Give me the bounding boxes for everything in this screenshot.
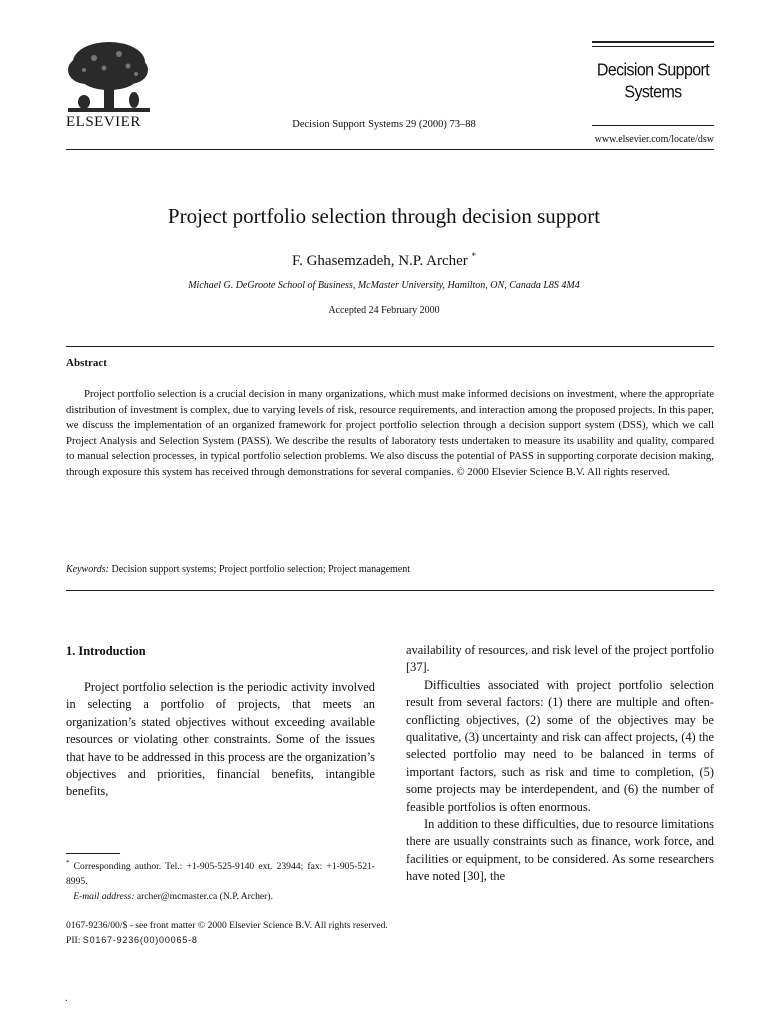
footnote-email (66, 889, 375, 904)
footnote (66, 856, 375, 904)
section-heading: 1. Introduction (66, 644, 146, 658)
paragraph: Project portfolio selection is the periodic activity involved in selecting a portfolio of projects, that meets an organization’s stated objectives without exceeding available resources or violating other constraints. Some of the issues that have to be addressed in this process are the organization’s objectives and priorities, financial benefits, intangible benefits, (66, 680, 375, 799)
pii-code: S0167-9236(00)00065-8 (82, 935, 198, 945)
abstract-heading: Abstract (66, 357, 107, 369)
header-rule (592, 41, 714, 43)
journal-reference: Decision Support Systems 29 (2000) 73–88 (292, 119, 476, 130)
author-names: F. Ghasemzadeh, N.P. Archer (291, 253, 468, 269)
journal-name-line: Decision Support (596, 60, 710, 80)
issn-footer (66, 919, 388, 948)
keywords-label: Keywords: (66, 564, 109, 575)
elsevier-tree-logo-icon (64, 40, 154, 118)
issn-line: 0167-9236/00/$ - see front matter © 2000 Elsevier Science B.V. All rights reserved. (66, 920, 388, 931)
paragraph: In addition to these difficulties, due to resource limitations there are usually constraints such as finance, work force, and facilities or equipment, to be considered. As some researchers have noted [30], the (406, 817, 714, 884)
corresponding-author-mark: * (471, 251, 477, 261)
header-rule (592, 46, 714, 47)
pii-label: PII: (66, 935, 81, 946)
footnote-mark: * (66, 859, 70, 867)
abstract-top-rule (66, 346, 714, 347)
accepted-date: Accepted 24 February 2000 (328, 305, 440, 316)
keywords-line (66, 564, 410, 575)
pii-line (66, 933, 388, 948)
email-label: E-mail address: (73, 891, 135, 903)
paragraph: availability of resources, and risk level of the project portfolio [37]. (406, 643, 714, 675)
abstract-text: Project portfolio selection is a crucial decision in many organizations, which must make informed decisions on investment, where the appropriate distribution of investment is complex, due to varying levels of risk, resource requirements, and interaction among the proposed projects. In this paper, we discuss the implementation of an organized framework for project portfolio selection through a decision support system (DSS), which we call Project Analysis and Selection System (PASS). We describe the results of laboratory tests undertaken to measure its usability and quality, compared to manual selection processes, in typical portfolio selection problems. We also discuss the potential of PASS in supporting corporate decision making, through exposure this system has received through demonstrations for several companies. © 2000 Elsevier Science B.V. All rights reserved. (66, 388, 714, 478)
article-authors (0, 251, 768, 270)
journal-url-link[interactable]: www.elsevier.com/locate/dsw (594, 134, 714, 145)
footnote-contact (66, 856, 375, 889)
header-divider (66, 149, 714, 150)
header-rule (592, 125, 714, 126)
footnote-rule (66, 853, 120, 854)
publisher-name: ELSEVIER (66, 114, 141, 130)
stray-mark: . (65, 993, 68, 1004)
email-address-link[interactable]: archer@mcmaster.ca (N.P. Archer). (136, 891, 273, 903)
paragraph: Difficulties associated with project portfolio selection result from several factors: (1) there are multiple and often-conflicting objectives, (2) some of the objectives may be qualitative, (3) uncertainty and risk can affect projects, (4) the selected portfolio may need to be balanced in terms of important factors, such as risk and time to completion, (5) some projects may be interdependent, and (6) the number of feasible portfolios is often enormous. (406, 677, 714, 814)
author-affiliation: Michael G. DeGroote School of Business, McMaster University, Hamilton, ON, Canada L8S 4M4 (188, 280, 580, 291)
journal-name-line: Systems (624, 83, 682, 103)
journal-name (592, 60, 714, 105)
right-column (406, 642, 714, 886)
abstract-bottom-rule (66, 590, 714, 591)
footnote-phone-fax: Corresponding author. Tel.: +1-905-525-9140 ext. 23944; fax: +1-905-521-8995. (66, 861, 375, 888)
keywords-list: Decision support systems; Project portfolio selection; Project management (111, 564, 411, 575)
article-title: Project portfolio selection through decision support (167, 204, 601, 228)
left-column (66, 679, 375, 801)
